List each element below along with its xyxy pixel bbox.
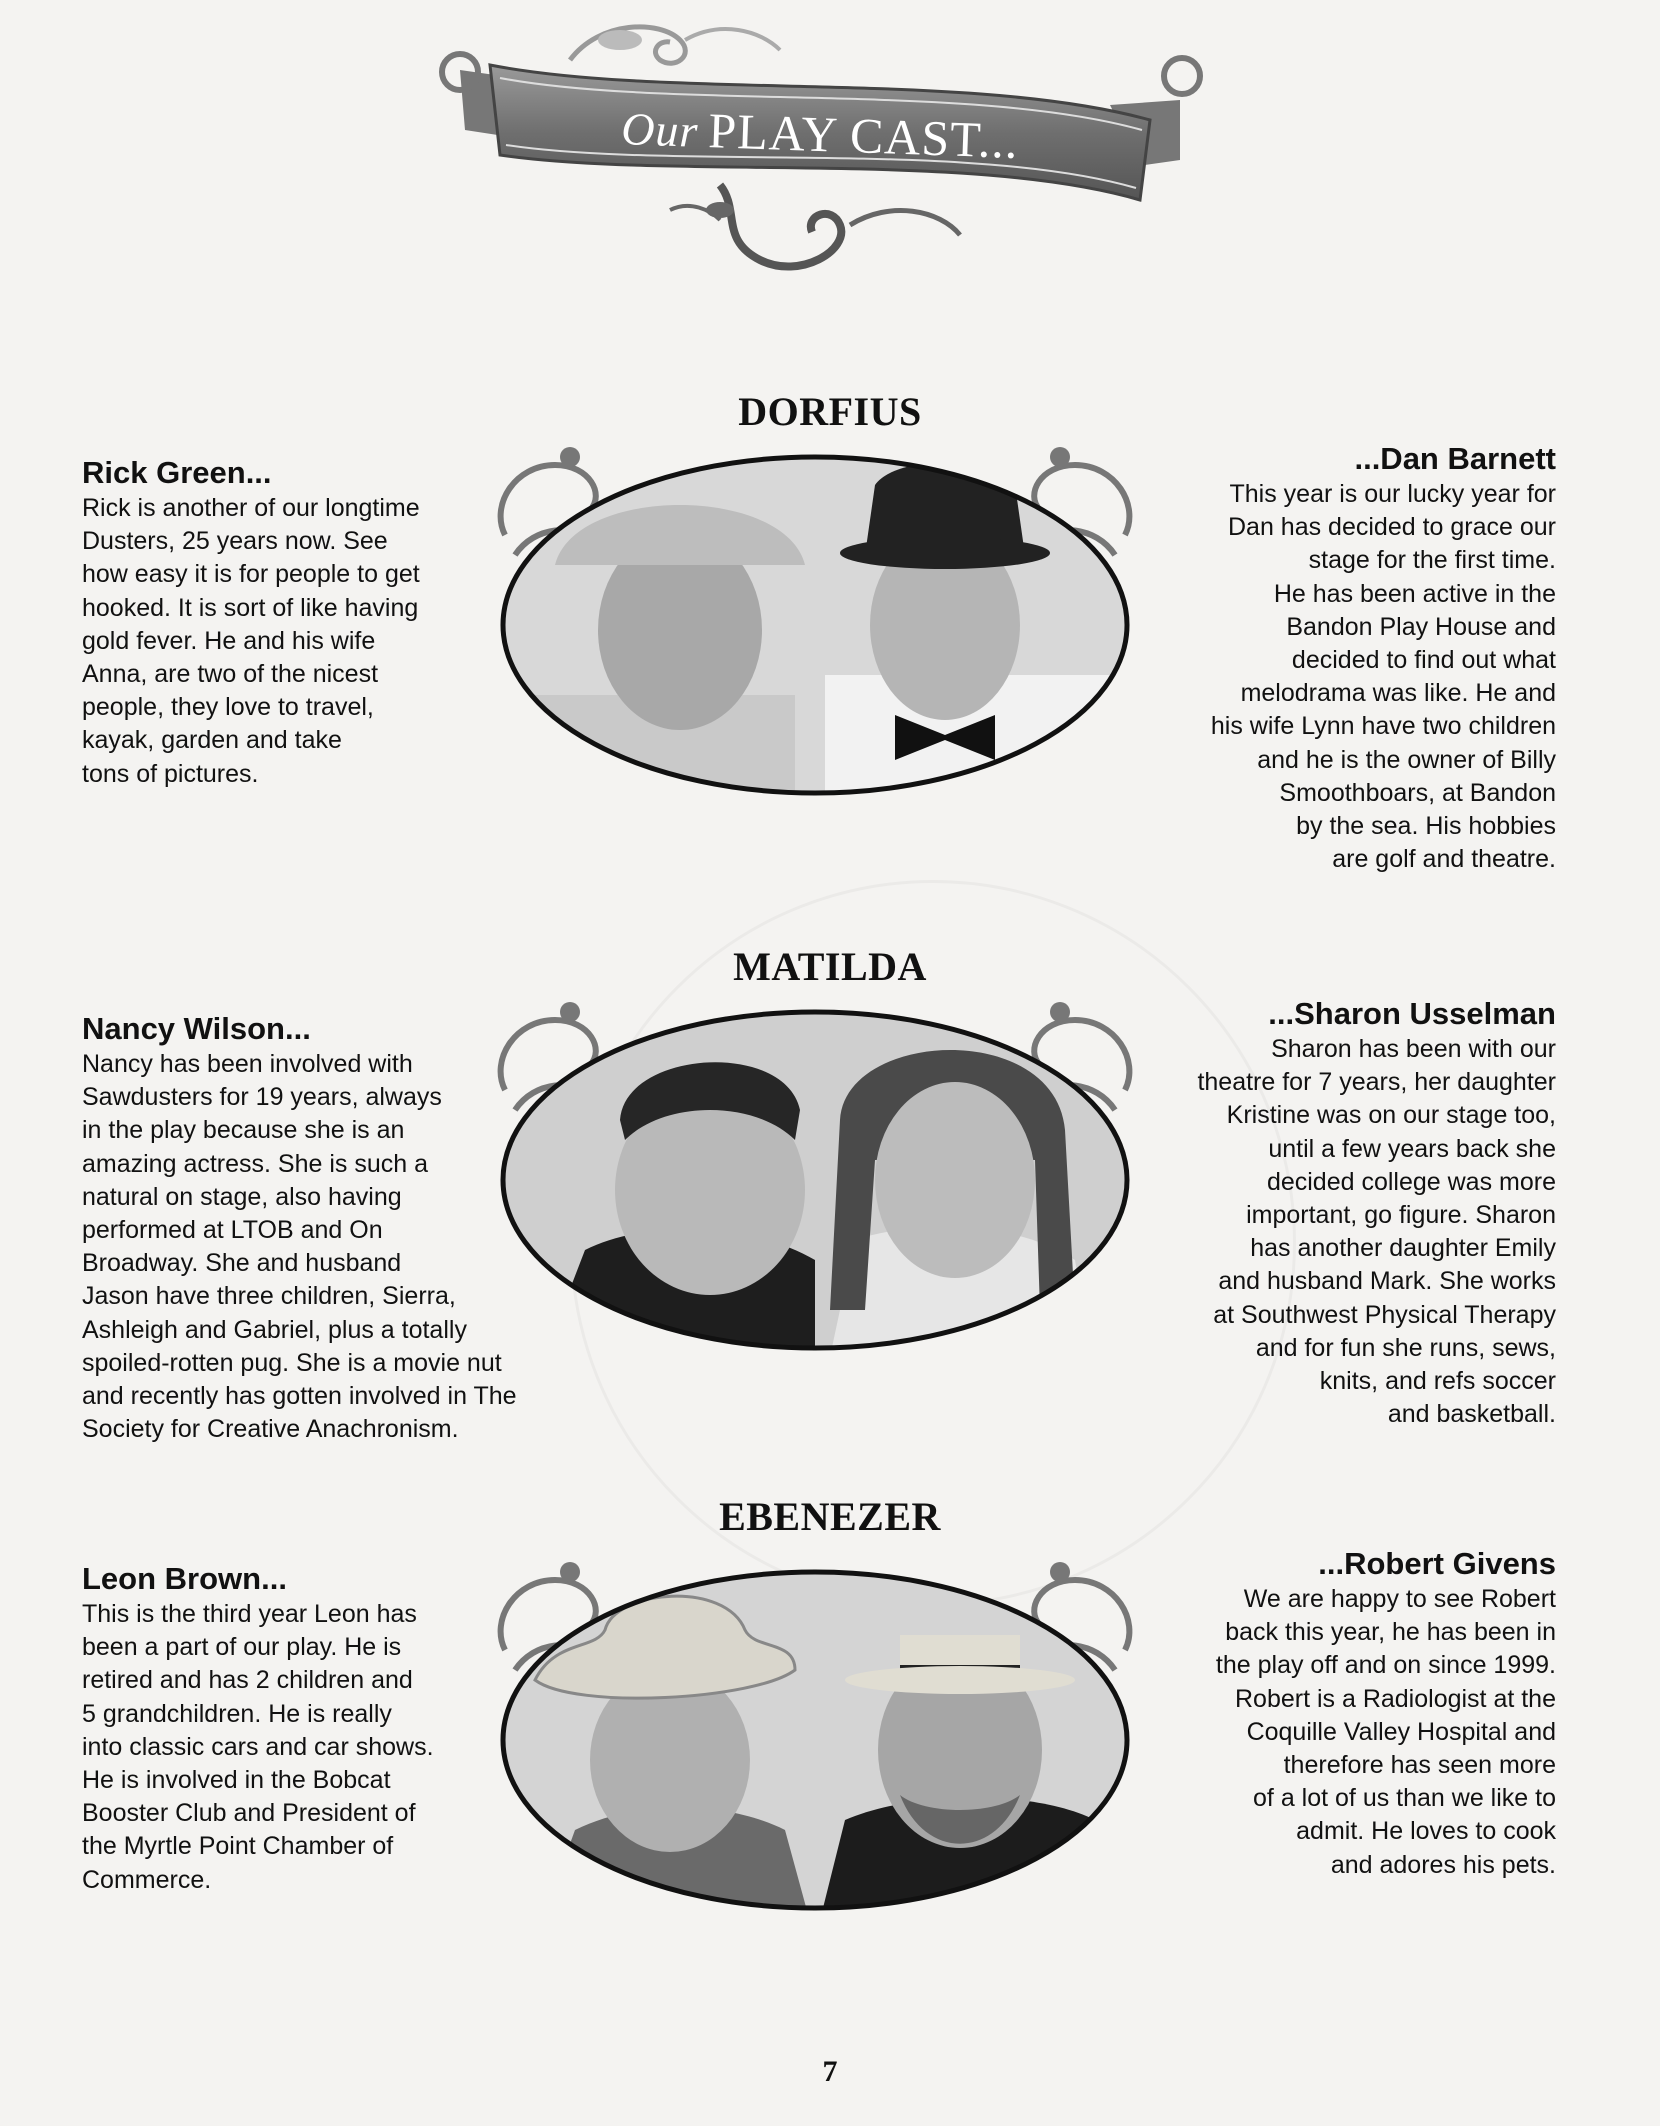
bio-line: decided college was more: [1266, 1167, 1556, 1196]
bio-line: back this year, he has been in: [1225, 1618, 1556, 1647]
bio-line: and for fun she runs, sews,: [1255, 1333, 1556, 1362]
bio-line: are golf and theatre.: [1332, 845, 1556, 874]
bio-line: admit. He loves to cook: [1296, 1817, 1556, 1846]
bio-line: at Southwest Physical Therapy: [1213, 1300, 1556, 1329]
role-title-matilda: MATILDA: [733, 944, 927, 989]
bio-line: Booster Club and President of: [82, 1799, 416, 1828]
bio-line: Kristine was on our stage too,: [1226, 1101, 1556, 1130]
bio-line: until a few years back she: [1268, 1134, 1556, 1163]
bio-line: and adores his pets.: [1330, 1850, 1556, 1879]
bio-leon-brown: [82, 1560, 434, 1897]
cast-name: ...Dan Barnett: [1354, 441, 1556, 476]
cast-name: Nancy Wilson...: [82, 1011, 311, 1046]
bio-line: Nancy has been involved with: [82, 1050, 413, 1078]
bio-line: the play off and on since 1999.: [1215, 1651, 1556, 1680]
bio-line: performed at LTOB and On: [82, 1216, 383, 1245]
bio-line: has another daughter Emily: [1250, 1234, 1556, 1263]
bio-line: Dan has decided to grace our: [1228, 513, 1556, 542]
bio-line: and basketball.: [1387, 1400, 1556, 1429]
photo-matilda-cast: [495, 980, 1135, 1360]
bio-line: how easy it is for people to get: [82, 560, 420, 589]
bio-line: Bandon Play House and: [1286, 612, 1556, 641]
bio-line: stage for the first time.: [1308, 546, 1556, 575]
bio-line: therefore has seen more: [1283, 1751, 1556, 1780]
bio-line: by the sea. His hobbies: [1296, 812, 1556, 841]
bio-line: and husband Mark. She works: [1218, 1267, 1556, 1296]
bio-line: This year is our lucky year for: [1229, 480, 1556, 508]
bio-line: Smoothboars, at Bandon: [1279, 778, 1556, 807]
cast-name: ...Sharon Usselman: [1268, 996, 1556, 1031]
bio-line: hooked. It is sort of like having: [82, 593, 419, 622]
bio-line: We are happy to see Robert: [1243, 1585, 1556, 1613]
bio-sharon-usselman: [1197, 995, 1556, 1431]
cast-name: Leon Brown...: [82, 1561, 287, 1596]
photo-dorfius-cast: [495, 425, 1135, 805]
bio-line: decided to find out what: [1291, 646, 1556, 675]
bio-line: Dusters, 25 years now. See: [82, 527, 388, 556]
bio-line: melodrama was like. He and: [1240, 679, 1556, 708]
role-title-ebenezer: EBENEZER: [719, 1494, 941, 1539]
bio-line: Sawdusters for 19 years, always: [82, 1083, 442, 1112]
bio-line: Broadway. She and husband: [82, 1249, 402, 1278]
bio-line: kayak, garden and take: [82, 726, 342, 755]
bio-line: amazing actress. She is such a: [82, 1149, 428, 1178]
bio-line: Sharon has been with our: [1271, 1035, 1556, 1063]
bio-line: important, go figure. Sharon: [1246, 1201, 1556, 1230]
bio-line: his wife Lynn have two children: [1210, 712, 1556, 741]
bio-line: 5 grandchildren. He is really: [82, 1699, 392, 1728]
bio-line: Jason have three children, Sierra,: [82, 1282, 456, 1311]
bio-line: natural on stage, also having: [82, 1182, 402, 1211]
bio-line: and he is the owner of Billy: [1257, 745, 1556, 774]
bio-line: gold fever. He and his wife: [82, 626, 376, 655]
role-title-dorfius: DORFIUS: [738, 389, 922, 434]
bio-line: in the play because she is an: [82, 1116, 405, 1145]
bio-line: spoiled-rotten pug. She is a movie nut: [82, 1348, 502, 1377]
bio-line: been a part of our play. He is: [82, 1633, 402, 1662]
bio-line: This is the third year Leon has: [82, 1600, 417, 1628]
bio-line: Coquille Valley Hospital and: [1246, 1717, 1556, 1746]
title-prefix: Our: [620, 103, 700, 157]
bio-line: Society for Creative Anachronism.: [82, 1415, 459, 1444]
bio-line: He is involved in the Bobcat: [82, 1766, 391, 1795]
bio-line: of a lot of us than we like to: [1253, 1784, 1556, 1813]
bio-nancy-wilson: [82, 1010, 517, 1446]
bio-line: Ashleigh and Gabriel, plus a totally: [82, 1315, 467, 1344]
bio-line: Anna, are two of the nicest: [82, 660, 379, 689]
bio-line: Rick is another of our longtime: [82, 494, 420, 522]
bio-line: into classic cars and car shows.: [82, 1732, 434, 1761]
bio-line: knits, and refs soccer: [1319, 1367, 1556, 1396]
bio-line: Commerce.: [82, 1865, 212, 1894]
bio-dan-barnett: [1211, 440, 1556, 876]
bio-rick-green: [82, 454, 420, 791]
bio-line: retired and has 2 children and: [82, 1666, 413, 1695]
photo-ebenezer-cast: [495, 1540, 1135, 1920]
cast-name: Rick Green...: [82, 455, 272, 490]
bio-line: Robert is a Radiologist at the: [1234, 1684, 1556, 1713]
page-number: 7: [822, 2055, 838, 2088]
bio-robert-givens: [1216, 1545, 1556, 1882]
bio-line: people, they love to travel,: [82, 693, 374, 722]
bio-line: theatre for 7 years, her daughter: [1197, 1068, 1556, 1097]
cast-name: ...Robert Givens: [1318, 1546, 1556, 1581]
bio-line: tons of pictures.: [82, 759, 259, 788]
title-main: PLAY CAST...: [707, 102, 1020, 169]
bio-line: He has been active in the: [1273, 579, 1556, 608]
header-banner: [420, 10, 1220, 290]
bio-line: the Myrtle Point Chamber of: [82, 1832, 394, 1861]
bio-line: and recently has gotten involved in The: [82, 1382, 517, 1411]
